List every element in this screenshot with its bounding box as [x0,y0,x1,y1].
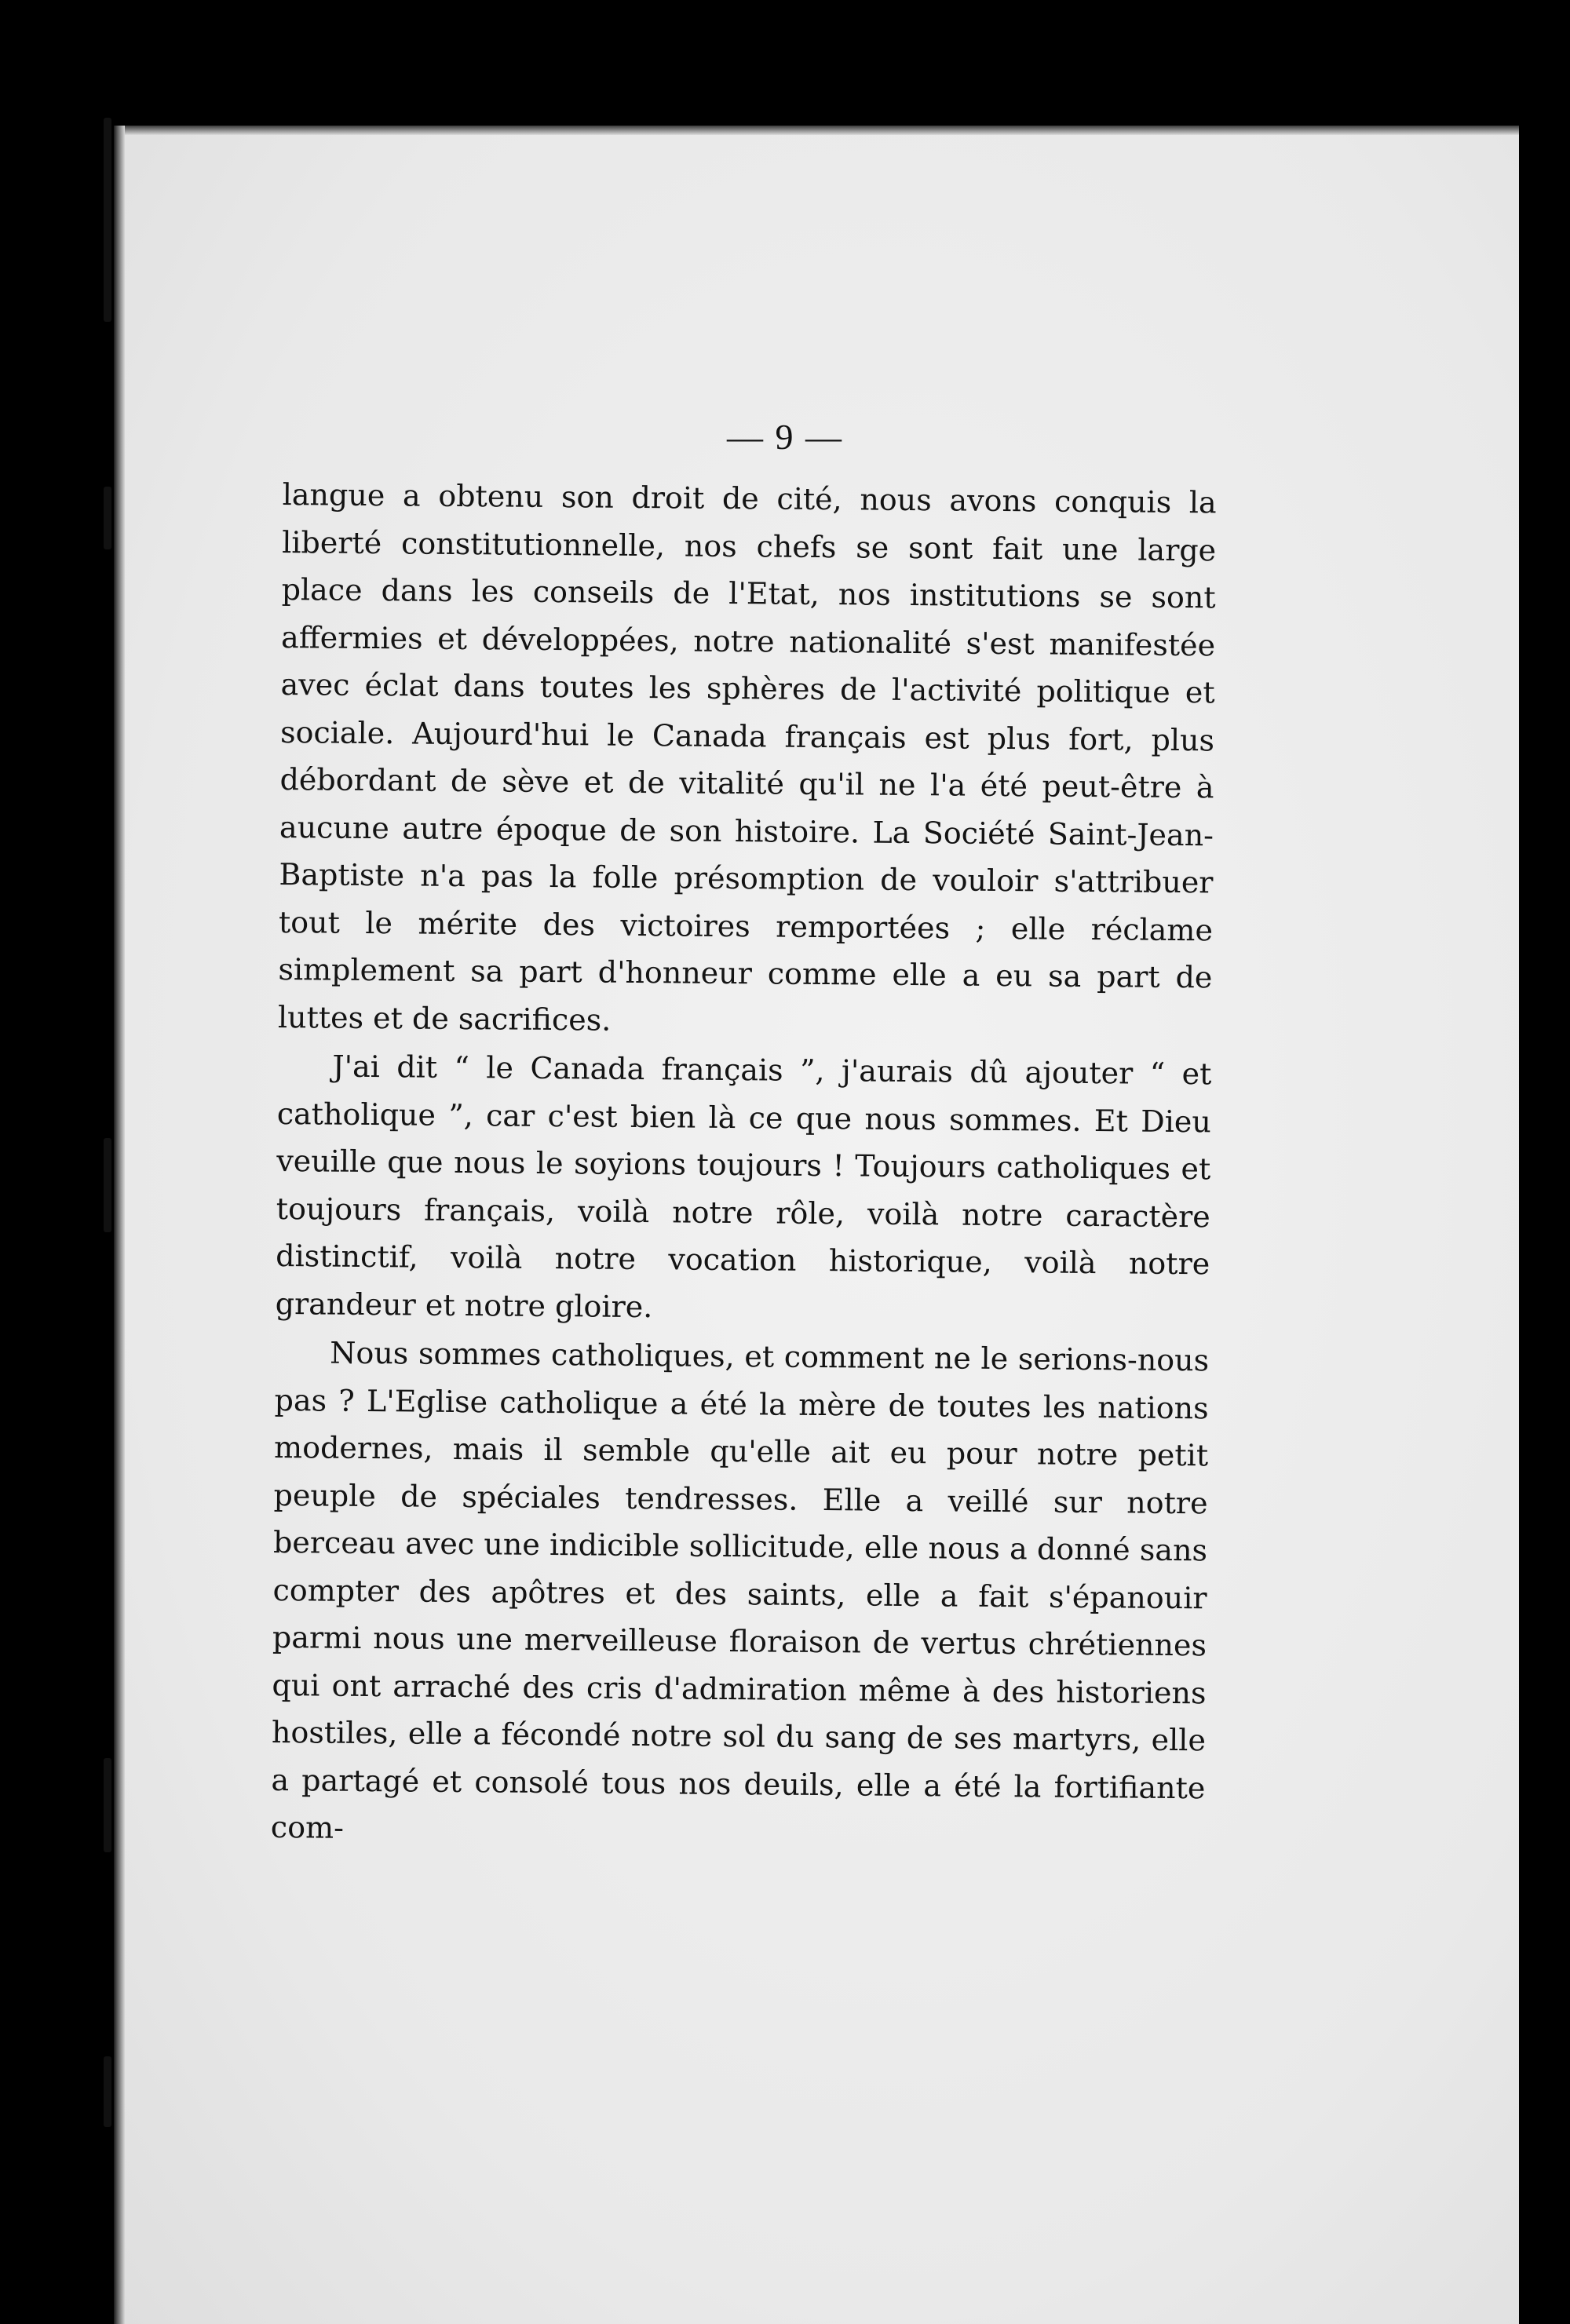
binding-mark [104,1138,111,1232]
binding-mark [104,2056,111,2127]
paragraph-2: J'ai dit “ le Canada français ”, j'aurais dû ajouter “ et catholique ”, car c'est bien là ce que nous sommes. Et Dieu veuille que nous le soyions toujours ! Toujours catholiques et toujours français, voilà notre rôle, voilà notre caractère distinctif, voilà notre vocation historique, voilà notre grandeur et notre gloire. [275,1049,1212,1324]
page-top-shadow [114,126,1519,135]
binding-mark [104,1758,111,1852]
page-body-text [271,471,1217,1861]
paragraph-1: langue a obtenu son droit de cité, nous avons conquis la liberté constitutionnelle, nos chefs se sont fait une large place dans les conseils de l'Etat, nos institutions se sont affermies et développées, notre nationalité s'est manifestée avec éclat dans toutes les sphères de l'activité politique et sociale. Aujourd'hui le Canada français est plus fort, plus débordant de sève et de vitalité qu'il ne l'a été peut-être à aucune autre époque de son histoire. La Société Saint-Jean-Baptiste n'a pas la folle présomption de vouloir s'attribuer tout le mérite des victoires remportées ; elle réclame simplement sa part d'honneur comme elle a eu sa part de luttes et de sacrifices. [277,476,1217,1038]
paragraph-3: Nous sommes catholiques, et comment ne le serions-nous pas ? L'Eglise catholique a été la mère de toutes les nations modernes, mais il semble qu'elle ait eu pour notre petit peuple de spéciales tendresses. Elle a veillé sur notre berceau avec une indicible sollicitude, elle nous a donné sans compter des apôtres et des saints, elle a fait s'épanouir parmi nous une merveilleuse floraison de vertus chrétiennes qui ont arraché des cris d'admiration même à des historiens hostiles, elle a fécondé notre sol du sang de ses martyrs, elle a partagé et consolé tous nos deuils, elle a été la fortifiante com- [270,1335,1210,1845]
binding-mark [104,118,111,322]
page-number: — 9 — [727,417,843,457]
binding-mark [104,487,111,549]
